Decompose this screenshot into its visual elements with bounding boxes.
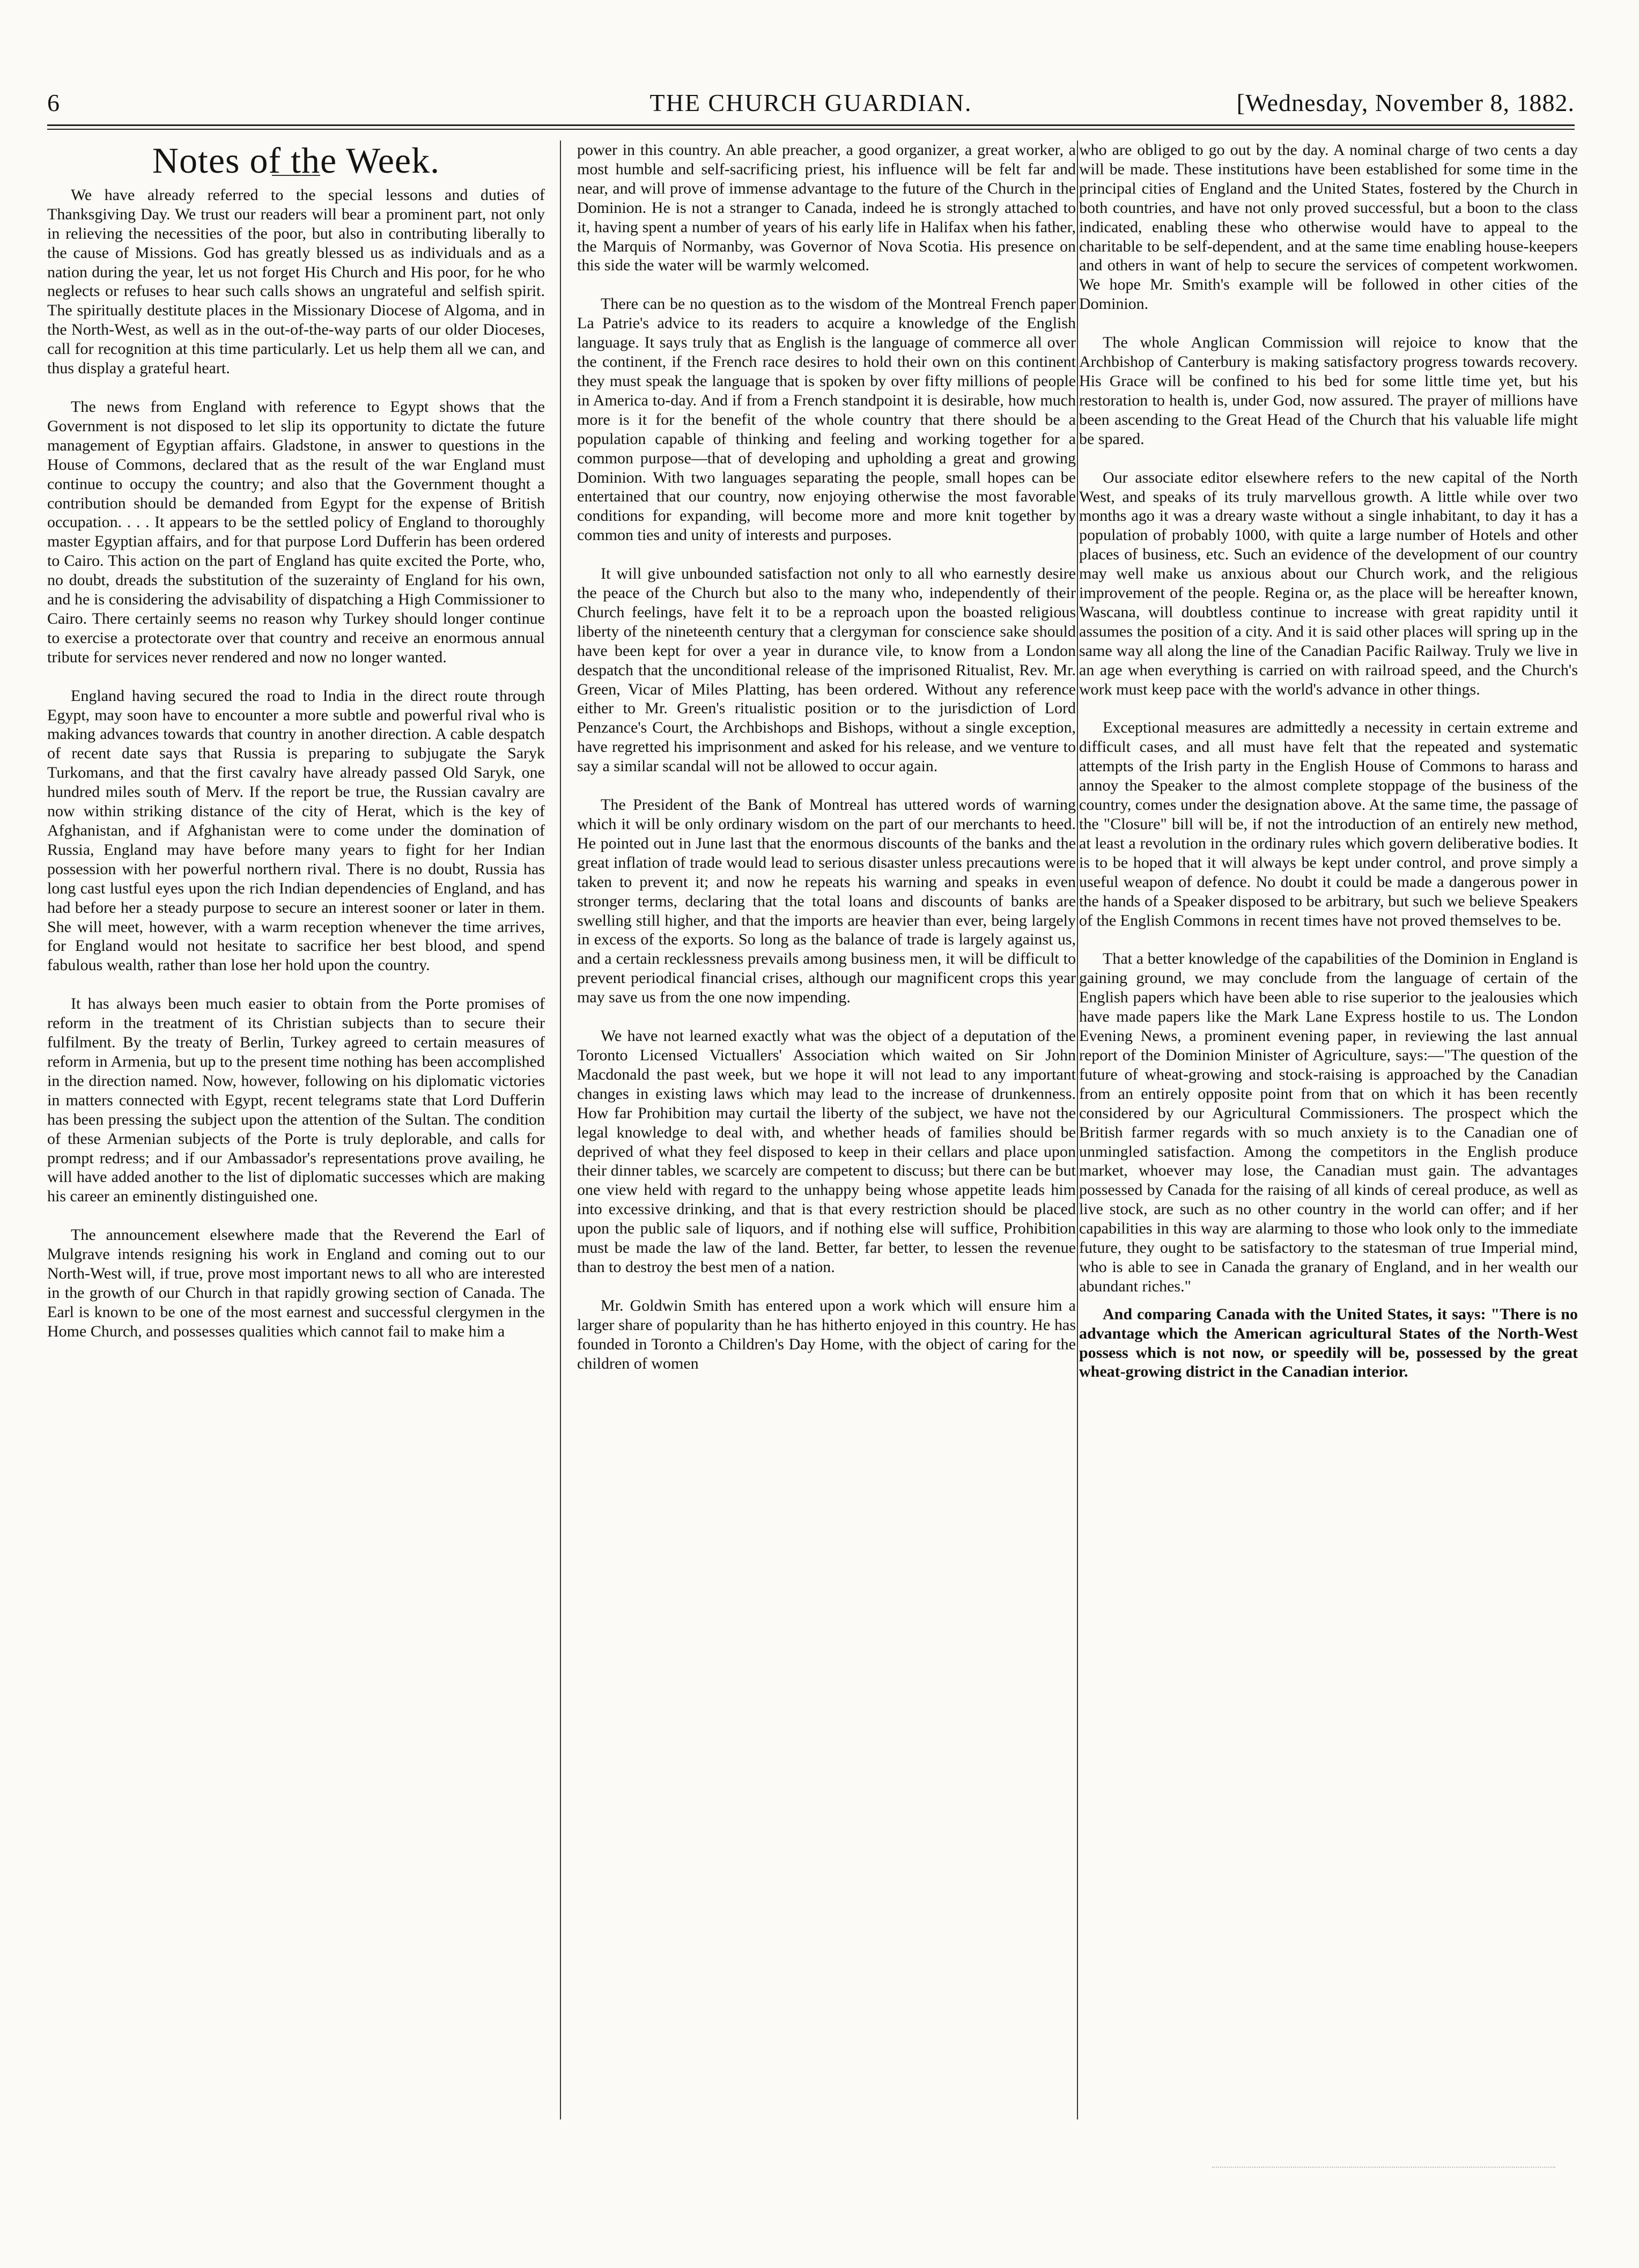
- article-paragraph: Mr. Goldwin Smith has entered upon a work which will ensure him a larger share of popularity than he has hitherto enjoyed in this country. He has founded in Toronto a Children's Day Home, with the object of caring for the children of women: [577, 1296, 1076, 1372]
- article-paragraph: Exceptional measures are admittedly a necessity in certain extreme and difficult cases, and all must have felt that the repeated and systematic attempts of the Irish party in the English House of Commons to harass and annoy the Speaker to the almost complete stoppage of the business of the country, comes under the designation above. At the same time, the passage of the "Closure" bill will be, if not the introduction of an entirely new method, at least a revolution in the ordinary rules which govern deliberative bodies. It is to be hoped that it will always be kept under control, and prove simply a useful weapon of defence. No doubt it could be made a dangerous power in the hands of a Speaker disposed to be arbitrary, but such we believe Speakers of the English Commons in recent times have not proved themselves to be.: [1079, 719, 1578, 929]
- article-paragraph: That a better knowledge of the capabilities of the Dominion in England is gaining ground, we may conclude from the language of certain of the English papers which have been able to rise superior to the jealousies which have made papers like the Mark Lane Express hostile to us. The London Evening News, a prominent evening paper, in reviewing the last annual report of the Dominion Minister of Agriculture, says:—"The question of the future of wheat-growing and stock-raising is approached by the Canadian from an entirely opposite point from that on which it has been recently considered by our Agricultural Commissioners. The prospect which the British farmer regards with so much anxiety is to the Canadian one of unmingled satisfaction. Among the competitors in the English produce market, whoever may lose, the Canadian must gain. The advantages possessed by Canada for the raising of all kinds of cereal produce, as well as live stock, are such as no other country in the world can offer; and if her capabilities in this way are alarming to those who look only to the immediate future, they ought to be satisfactory to the statesman of true Imperial mind, who is able to see in Canada the granary of England, and in her wealth our abundant riches.": [1079, 950, 1578, 1295]
- column-3: [1079, 141, 1578, 2119]
- section-heading: Notes of the Week.: [152, 141, 440, 181]
- issue-date: [Wednesday, November 8, 1882.: [1236, 89, 1575, 116]
- article-paragraph: power in this country. An able preacher, a good organizer, a great worker, a most humble and self-sacrificing priest, his influence will be felt far and near, and will prove of immense advantage to the future of the Church in the Dominion. He is not a stranger to Canada, indeed he is strongly attached to it, having spent a number of years of his early life in Halifax when his father, the Marquis of Normanby, was Governor of Nova Scotia. His presence on this side the water will be warmly welcomed.: [577, 141, 1076, 275]
- article-paragraph: England having secured the road to India in the direct route through Egypt, may soon have to encounter a more subtle and powerful rival who is making advances towards that country in another direction. A cable despatch of recent date says that Russia is preparing to subjugate the Saryk Turkomans, and that the first cavalry have already passed Old Saryk, one hundred miles south of Merv. If the report be true, the Russian cavalry are now within striking distance of the city of Herat, which is the key of Afghanistan, and if Afghanistan were to come under the domination of Russia, England may have before many years to fight for her Indian possession with her powerful northern rival. There is no doubt, Russia has long cast lustful eyes upon the rich Indian dependencies of England, and has had before her a steady purpose to secure an interest sooner or later in them. She will meet, however, with a warm reception whenever the time arrives, for England would not hesitate to sacrifice her best blood, and spend fabulous wealth, rather than lose her hold upon the country.: [47, 686, 545, 974]
- article-paragraph: There can be no question as to the wisdom of the Montreal French paper La Patrie's advice to its readers to acquire a knowledge of the English language. It says truly that as English is the language of commerce all over the continent, if the French race desires to hold their own on this continent they must speak the language that is spoken by over fifty millions of people in America to-day. And if from a French standpoint it is desirable, how much more is it for the benefit of the whole country that there should be a population capable of thinking and feeling and working together for a common purpose—that of developing and upholding a great and growing Dominion. With two languages separating the people, small hopes can be entertained that our country, now enjoying otherwise the most favorable conditions for expanding, will become more and more knit together by common ties and unity of interests and purposes.: [577, 295, 1076, 544]
- newspaper-title: THE CHURCH GUARDIAN.: [649, 89, 972, 116]
- column-1: [47, 141, 545, 2119]
- article-paragraph: who are obliged to go out by the day. A nominal charge of two cents a day will be made. These institutions have been established for some time in the principal cities of England and the United States, fostered by the Church in both countries, and have not only proved successful, but a boon to the class indicated, enabling these who otherwise would have to appeal to the charitable to be self-dependent, and at the same time enabling house-keepers and others in want of help to secure the services of competent workwomen. We hope Mr. Smith's example will be followed in other cities of the Dominion.: [1079, 141, 1578, 313]
- article-paragraph: The news from England with reference to Egypt shows that the Government is not disposed to let slip its opportunity to dictate the future management of Egyptian affairs. Gladstone, in answer to questions in the House of Commons, declared that as the result of the war England must continue to occupy the country; and also that the Government thought a contribution should be demanded from Egypt for the expense of British occupation. . . . It appears to be the settled policy of England to thoroughly master Egyptian affairs, and for that purpose Lord Dufferin has been ordered to Cairo. This action on the part of England has quite excited the Porte, who, no doubt, dreads the substitution of the suzerainty of England for his own, and he is considering the advisability of dispatching a High Commissioner to Cairo. There certainly seems no reason why Turkey should longer continue to exercise a protectorate over that country and receive an enormous annual tribute for services never rendered and now no longer wanted.: [47, 397, 545, 666]
- article-paragraph: We have already referred to the special lessons and duties of Thanksgiving Day. We trust our readers will bear a prominent part, not only in relieving the necessities of the poor, but also in contributing liberally to the cause of Missions. God has greatly blessed us as individuals and as a nation during the year, let us not forget His Church and His poor, for he who neglects or refuses to hear such calls shows an ungrateful and selfish spirit. The spiritually destitute places in the Missionary Diocese of Algoma, and in the North-West, as well as in the out-of-the-way parts of our older Dioceses, call for recognition at this time particularly. Let us help them all we can, and thus display a grateful heart.: [47, 186, 545, 378]
- article-paragraph: The President of the Bank of Montreal has uttered words of warning which it will be only ordinary wisdom on the part of our merchants to heed. He pointed out in June last that the enormous discounts of the banks and the great inflation of trade would lead to serious disaster unless precautions were taken to prevent it; and now he repeats his warning and speaks in even stronger terms, declaring that the total loans and discounts of banks are swelling still higher, and that the imports are heavier than ever, being largely in excess of the exports. So long as the balance of trade is largely against us, and a certain recklessness prevails among business men, it will be difficult to prevent periodical financial crises, although our magnificent crops this year may save us from the one now impending.: [577, 796, 1076, 1007]
- article-paragraph: The whole Anglican Commission will rejoice to know that the Archbishop of Canterbury is making satisfactory progress towards recovery. His Grace will be confined to his bed for some little time yet, but his restoration to health is, under God, now assured. The prayer of millions have been ascending to the Great Head of the Church that his valuable life might be spared.: [1079, 334, 1578, 448]
- column-divider: [560, 141, 561, 2119]
- column-2: [577, 141, 1076, 2119]
- article-paragraph: The announcement elsewhere made that the Reverend the Earl of Mulgrave intends resigning his work in England and coming out to our North-West will, if true, prove most important news to all who are interested in the growth of our Church in that rapidly growing section of Canada. The Earl is known to be one of the most earnest and successful clergymen in the Home Church, and possesses qualities which cannot fail to make him a: [47, 1226, 545, 1340]
- masthead: [47, 82, 1575, 126]
- column-divider: [1077, 141, 1078, 2119]
- article-paragraph: It has always been much easier to obtain from the Porte promises of reform in the treatment of its Christian subjects than to secure their fulfilment. By the treaty of Berlin, Turkey agreed to certain measures of reform in Armenia, but up to the present time nothing has been accomplished in the direction named. Now, however, following on his diplomatic victories in matters connected with Egypt, recent telegrams state that Lord Dufferin has been pressing the subject upon the attention of the Sultan. The condition of these Armenian subjects of the Porte is truly deplorable, and calls for prompt redress; and if our Ambassador's representations prove availing, he will have added another to the list of diplomatic successes which are making his career an eminently distinguished one.: [47, 995, 545, 1206]
- article-paragraph: It will give unbounded satisfaction not only to all who earnestly desire the peace of the Church but also to the many who, independently of their Church feelings, have felt it to be a reproach upon the boasted religious liberty of the nineteenth century that a clergyman for conscience sake should have been kept for over a year in durance vile, to know from a London despatch that the unconditional release of the imprisoned Ritualist, Rev. Mr. Green, Vicar of Miles Platting, has been ordered. Without any reference either to Mr. Green's ritualistic position or to the jurisdiction of Lord Penzance's Court, the Archbishops and Bishops, without a single exception, have regretted his imprisonment and asked for his release, and we venture to say a similar scandal will not be allowed to occur again.: [577, 565, 1076, 775]
- article-paragraph: We have not learned exactly what was the object of a deputation of the Toronto Licensed Victuallers' Association which waited on Sir John Macdonald the past week, but we hope it will not lead to any important changes in existing laws which may lead to the increase of drunkenness. How far Prohibition may curtail the liberty of the subject, we have not the legal knowledge to deal with, and whether heads of families should be deprived of what they feel disposed to keep in their cellars and place upon their dinner tables, we scarcely are competent to discuss; but there can be but one view held with regard to the unhappy being whose appetite leads him into excessive drinking, and that is that every restriction should be placed upon the public sale of liquors, and if nothing else will suffice, Prohibition must be made the law of the land. Better, far better, to lessen the revenue than to destroy the best men of a nation.: [577, 1027, 1076, 1276]
- print-speck: [1212, 2167, 1555, 2168]
- article-paragraph: And comparing Canada with the United States, it says: "There is no advantage which the American agricultural States of the North-West possess which is not now, or speedily will be, possessed by the great wheat-growing district in the Canadian interior.: [1079, 1305, 1578, 1381]
- header-rule: [47, 129, 1575, 130]
- article-paragraph: Our associate editor elsewhere refers to the new capital of the North West, and speaks of its truly marvellous growth. A little while over two months ago it was a dreary waste without a single inhabitant, to day it has a population of probably 1000, with quite a large number of Hotels and other places of business, etc. Such an evidence of the development of our country may well make us anxious about our Church work, and the religious improvement of the people. Regina or, as the place will be hereafter known, Wascana, will doubtless continue to increase with great rapidity until it assumes the position of a city. And it is said other places will spring up in the same way all along the line of the Canadian Pacific Railway. Truly we live in an age when everything is carried on with railroad speed, and the Church's work must keep pace with the world's advance in other things.: [1079, 468, 1578, 698]
- page-number: 6: [47, 89, 60, 116]
